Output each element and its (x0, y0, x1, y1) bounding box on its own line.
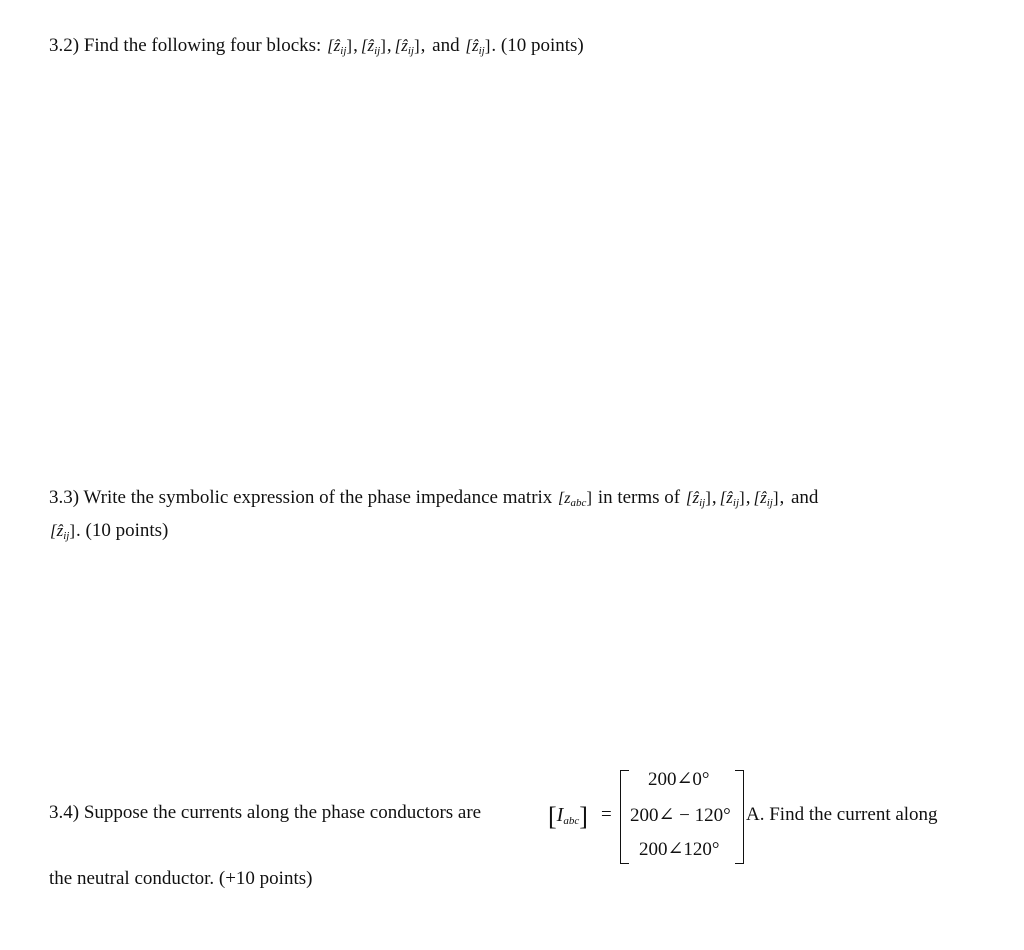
q33-and: and (790, 487, 819, 508)
q33-suffix: . (10 points) (76, 520, 169, 541)
matrix-left-bracket (620, 770, 629, 864)
question-3-3-line-2 (49, 520, 168, 543)
q32-prefix: 3.2) Find the following four blocks: (49, 35, 322, 56)
q33-middle: in terms of (597, 487, 681, 508)
q32-and: and (432, 35, 460, 56)
block-4: [ẑ$_{ij}$] (50, 521, 76, 542)
zabc-matrix: $[z_{abc}]$ (558, 488, 593, 509)
block-3: [ẑ$_{ij}$] (753, 488, 779, 509)
matrix-entry-c: 200∠120° (639, 839, 720, 860)
matrix-right-bracket (735, 770, 744, 864)
q34-after: . Find the current along (759, 804, 938, 825)
matrix-entry-a: 200∠0° (648, 769, 710, 790)
block-1: [ẑ$_{ij}$] (685, 488, 711, 509)
matrix-entry-b: 200∠ − 120° (630, 805, 731, 826)
block-3: [ẑ$_{ij}$] (394, 36, 420, 57)
question-3-3-line-1: 3.3) Write the symbolic expression of the phase impedance matrix $[z_{abc}]$ in terms of [ẑ$_{ij}$], [ẑ$_{ij}$], [ẑ$_{ij}$], and (49, 487, 819, 509)
block-4: [ẑ$_{ij}$] (465, 36, 491, 57)
block-2: [ẑ$_{ij}$] (360, 36, 386, 57)
question-3-4-line-2: the neutral conductor. (+10 points) (49, 868, 313, 889)
question-3-2: 3.2) Find the following four blocks: [ẑ$_{ij}$], [ẑ$_{ij}$], [ẑ$_{ij}$], and [ẑ$_{ij}$]. (10 points) (49, 35, 584, 57)
iabc-vector: $[I_{abc}]$ (548, 802, 588, 831)
question-3-4-line-1 (49, 802, 481, 824)
q33-prefix: 3.3) Write the symbolic expression of the phase impedance matrix (49, 487, 553, 508)
block-1: [ẑ$_{ij}$] (327, 36, 353, 57)
unit-ampere: A (746, 804, 760, 825)
q34-tail (746, 804, 938, 826)
block-2: [ẑ$_{ij}$] (719, 488, 745, 509)
q34-prefix: 3.4) Suppose the currents along the phase conductors are (49, 802, 482, 823)
q32-suffix: . (10 points) (491, 35, 584, 56)
equals-sign: = (601, 804, 612, 825)
